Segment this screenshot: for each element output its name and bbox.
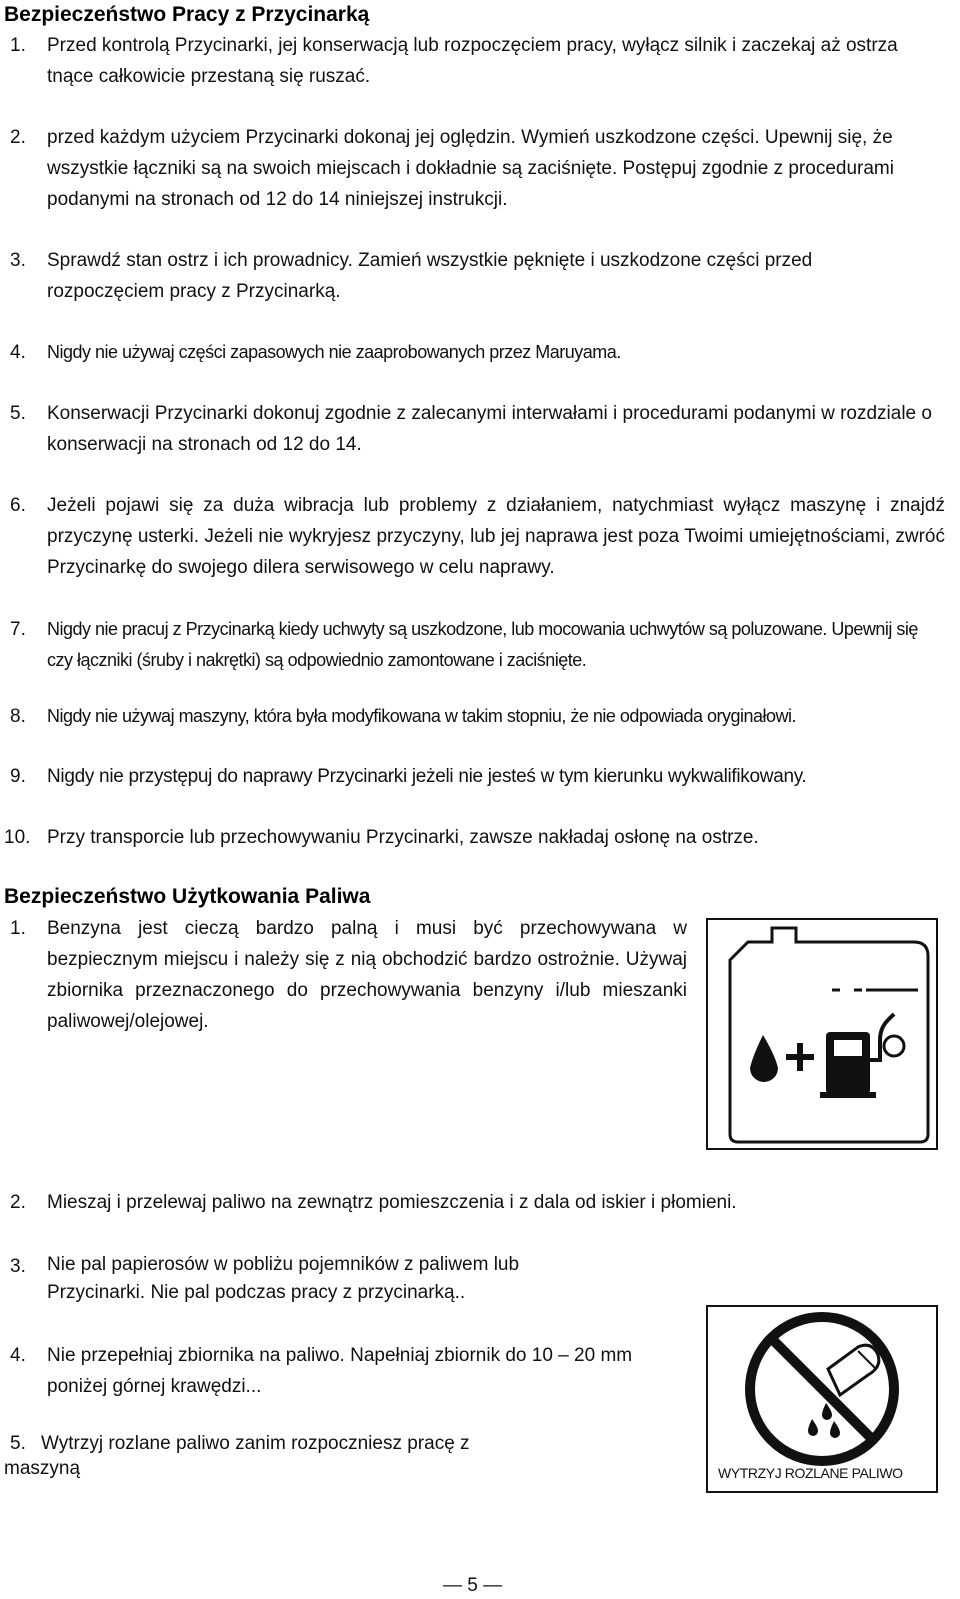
- item-number: 7.: [10, 619, 26, 640]
- item-number: 5.: [10, 1433, 26, 1454]
- fuel-can-figure: [706, 918, 938, 1150]
- item-number: 4.: [10, 342, 26, 363]
- item-number: 10.: [4, 827, 31, 848]
- item-text: Nigdy nie pracuj z Przycinarką kiedy uchwyty są uszkodzone, lub mocowania uchwytów są poluzowane. Upewnij się czy łączniki (śruby i nakrętki) są odpowiednio zamontowane i zaciśnięte.: [47, 619, 918, 670]
- item-text: Sprawdź stan ostrz i ich prowadnicy. Zamień wszystkie pęknięte i uszkodzone części przed rozpoczęciem pracy z Przycinarką.: [47, 250, 813, 302]
- no-spill-icon: [708, 1307, 936, 1491]
- item-text: Przy transporcie lub przechowywaniu Przycinarki, zawsze nakładaj osłonę na ostrze.: [47, 827, 759, 848]
- item-number: 2.: [10, 1192, 26, 1213]
- page-number: — 5 —: [443, 1575, 503, 1596]
- item-text: Mieszaj i przelewaj paliwo na zewnątrz pomieszczenia i z dala od iskier i płomieni.: [47, 1192, 737, 1213]
- item-text-wrapped: Wytrzyj rozlane paliwo zanim rozpoczniesz pracę z maszyną: [4, 1433, 470, 1479]
- item-text: Jeżeli pojawi się za duża wibracja lub problemy z działaniem, natychmiast wyłącz maszynę i znajdź przyczynę usterki. Jeżeli nie wykryjesz przyczyny, lub jej naprawa jest poza Twoimi umiejętnościami, zwróć Przycinarkę do swojego dilera serwisowego w celu naprawy.: [47, 495, 945, 578]
- item-text: Nigdy nie używaj maszyny, która była modyfikowana w takim stopniu, że nie odpowiada oryginałowi.: [47, 706, 797, 726]
- item-text: Przed kontrolą Przycinarki, jej konserwacją lub rozpoczęciem pracy, wyłącz silnik i zaczekaj aż ostrza tnące całkowicie przestaną się ruszać.: [47, 35, 898, 87]
- item-number: 2.: [10, 127, 26, 148]
- no-spill-caption: WYTRZYJ ROZLANE PALIWO: [718, 1465, 903, 1481]
- item-text: Nie przepełniaj zbiornika na paliwo. Napełniaj zbiornik do 10 – 20 mm poniżej górnej krawędzi...: [47, 1345, 633, 1397]
- item-text: przed każdym użyciem Przycinarki dokonaj jej oględzin. Wymień uszkodzone części. Upewnij się, że wszystkie łączniki są na swoich miejscach i dokładnie są zaciśnięte. Postępuj zgodnie z procedurami podanymi na stronach od 12 do 14 niniejszej instrukcji.: [47, 127, 894, 210]
- list-item: [4, 1431, 570, 1479]
- item-number: 1.: [10, 35, 26, 56]
- fuel-can-icon: [708, 920, 936, 1148]
- item-number: 9.: [10, 766, 26, 787]
- item-number: 3.: [10, 250, 26, 271]
- item-text: Nigdy nie przystępuj do naprawy Przycinarki jeżeli nie jesteś w tym kierunku wykwalifikowany.: [47, 766, 807, 787]
- section-title-fuel-safety: Bezpieczeństwo Użytkowania Paliwa: [4, 885, 371, 908]
- item-number: 5.: [10, 403, 26, 424]
- item-number: 8.: [10, 706, 26, 727]
- item-number: 3.: [10, 1256, 26, 1277]
- item-number: 6.: [10, 495, 26, 516]
- section-title-trimmer-safety: Bezpieczeństwo Pracy z Przycinarką: [4, 3, 370, 26]
- item-text: Nie pal papierosów w pobliżu pojemników z paliwem lub Przycinarki. Nie pal podczas pracy z przycinarką..: [47, 1254, 520, 1303]
- item-text: Konserwacji Przycinarki dokonuj zgodnie z zalecanymi interwałami i procedurami podanymi w rozdziale o konserwacji na stronach od 12 do 14.: [47, 403, 932, 455]
- no-spill-figure: [706, 1305, 938, 1493]
- item-number: 1.: [10, 918, 26, 939]
- item-text: Nigdy nie używaj części zapasowych nie zaaprobowanych przez Maruyama.: [47, 342, 621, 362]
- item-text: Benzyna jest cieczą bardzo palną i musi być przechowywana w bezpiecznym miejscu i należy się z nią obchodzić bardzo ostrożnie. Używaj zbiornika przeznaczonego do przechowywania benzyny i/lub mieszanki paliwowej/olejowej.: [47, 918, 687, 1032]
- item-number: 4.: [10, 1345, 26, 1366]
